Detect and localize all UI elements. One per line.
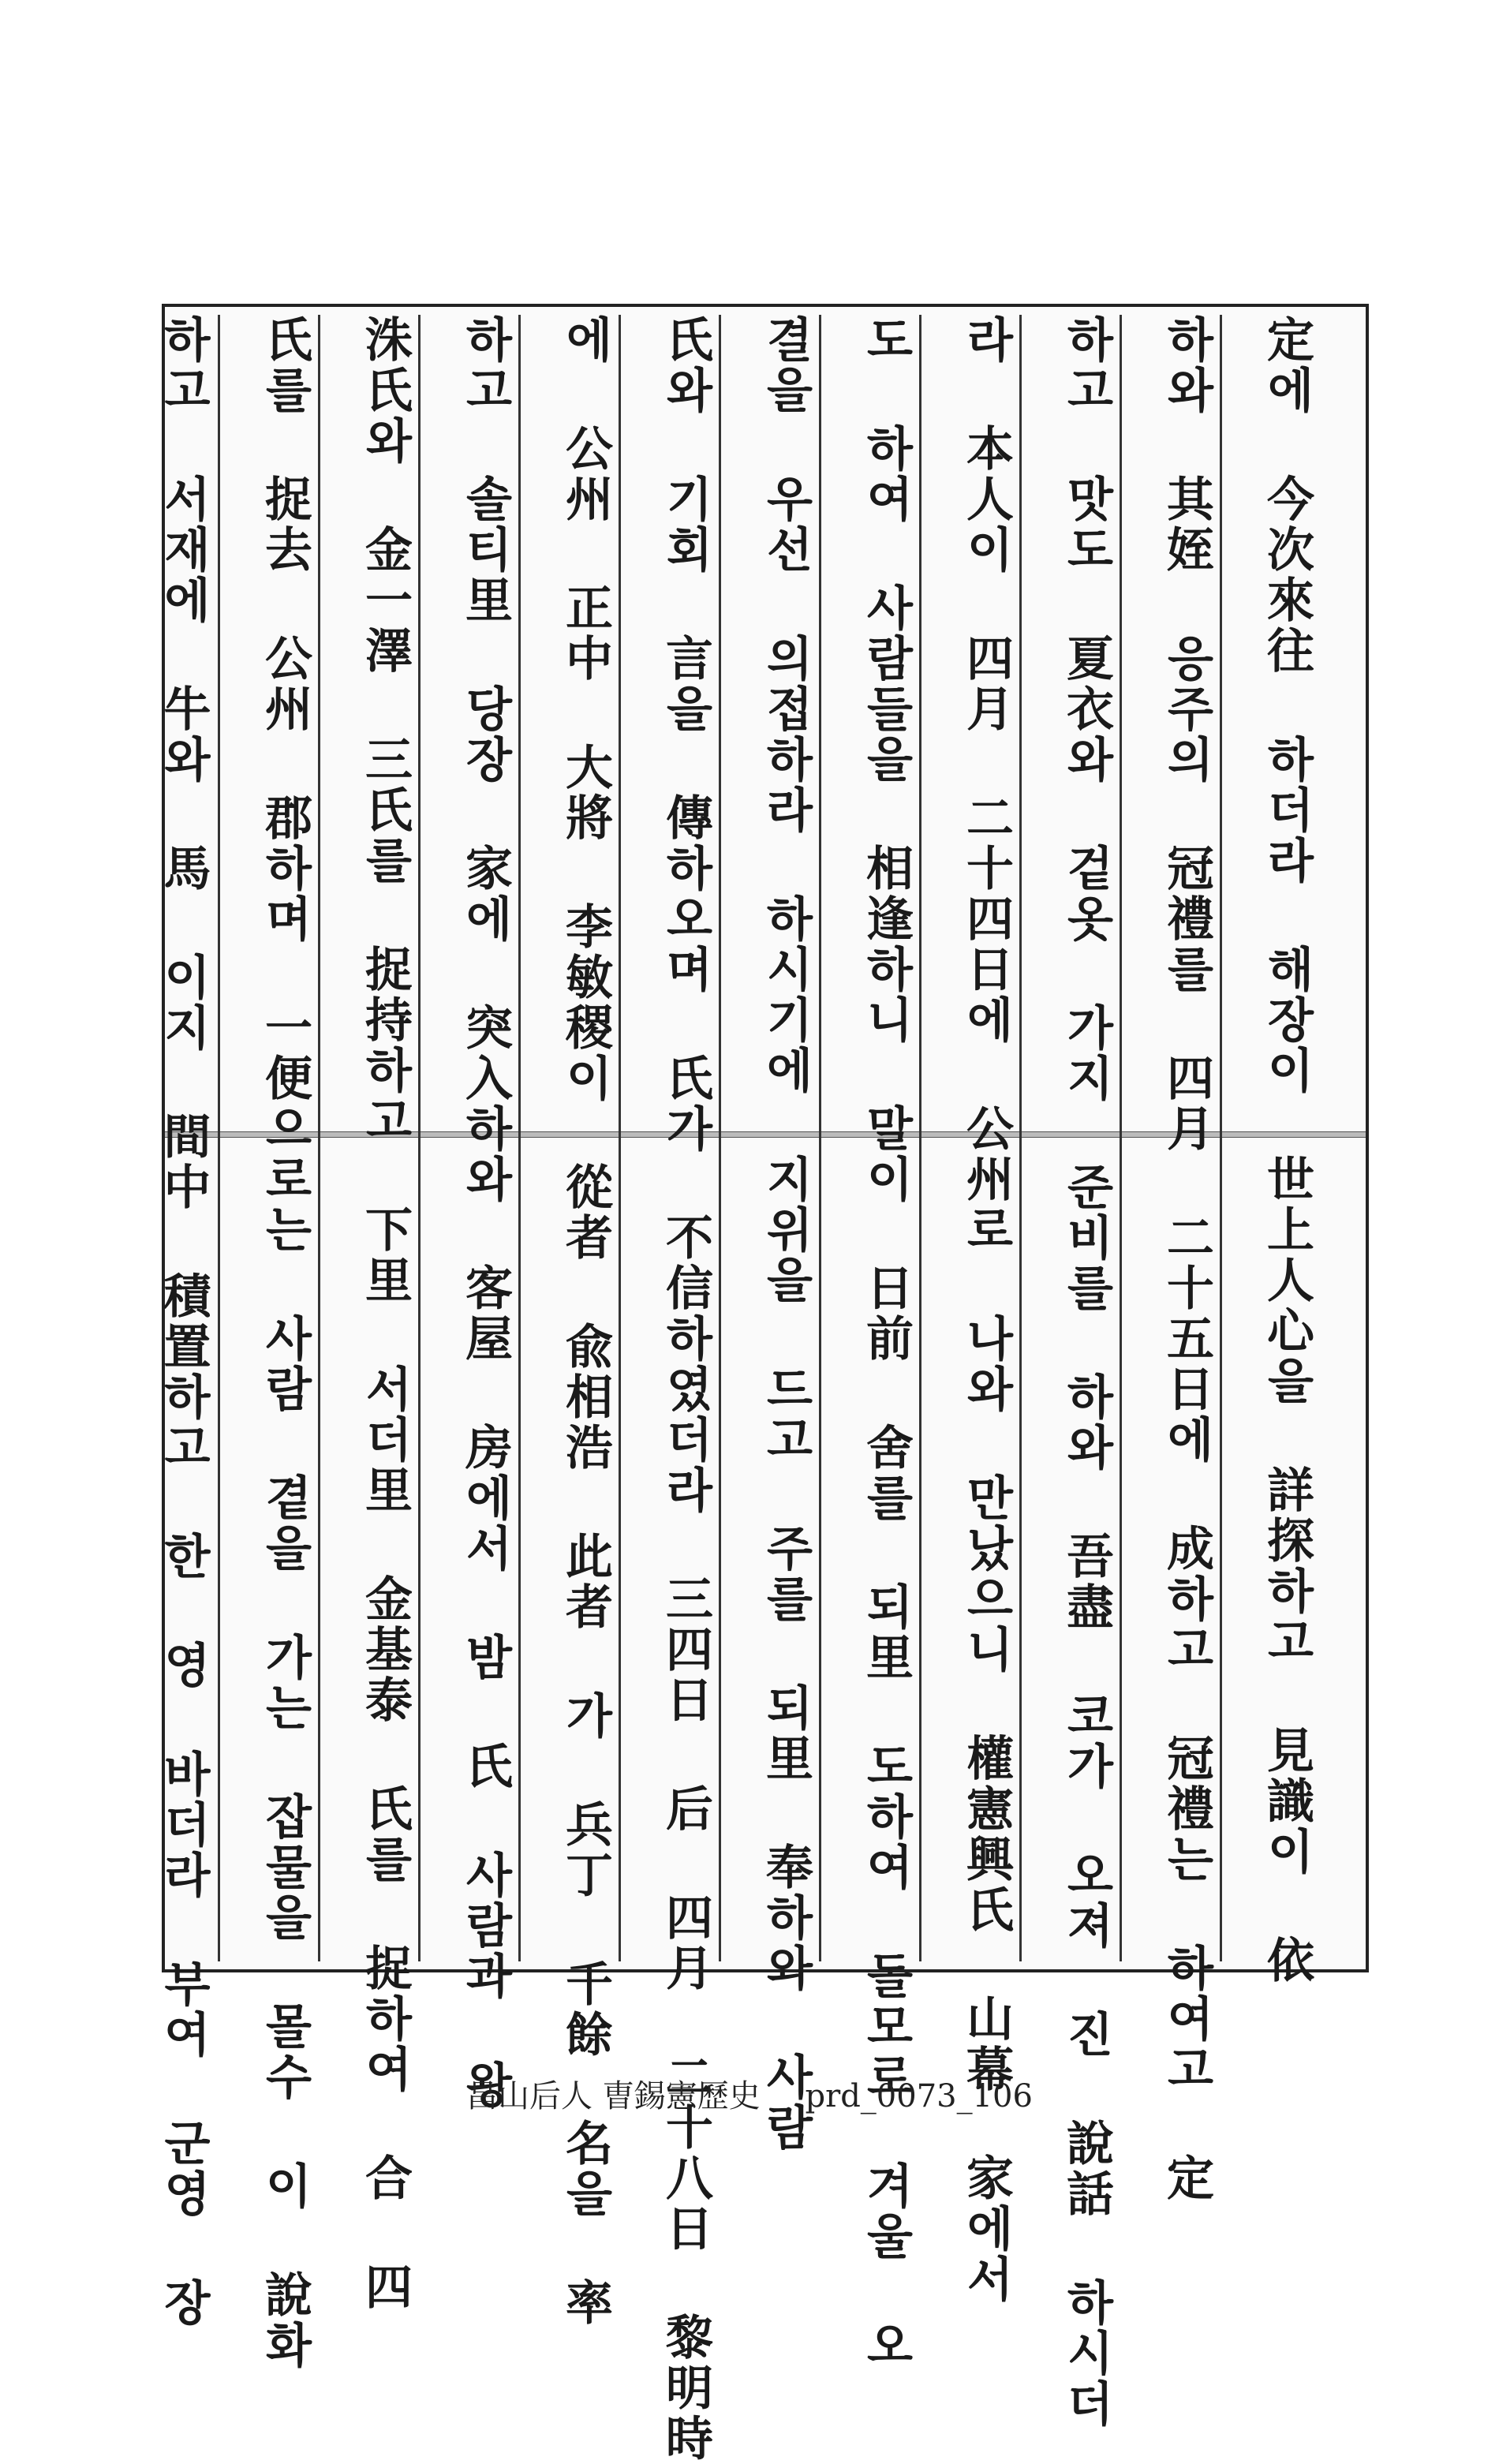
column-text: 결을 우선 의접하라 하시기에 지위을 드고 주를 되里 奉하와 사람 — [758, 315, 813, 2153]
column-text: 하고 서재에 牛와 馬 이지 間中 積置하고 한 영 바더라 부여 군영 장 — [155, 315, 211, 2328]
footer-doc-id: prd_0073_106 — [805, 2078, 1033, 2114]
column-text: 氏를 捉去 公州 郡하며 一便으로는 사람 곁을 가는 잡물을 몰수 이 說화 — [257, 315, 312, 2371]
column-text: 定에 今次來往 하더라 해장이 世上人心을 詳探하고 見識이 依 — [1259, 315, 1314, 1986]
column-text: 하고 맛도 夏衣와 겉옷 가지 준비를 하와 吾盡 코가 오져 진 說話 하시더 — [1059, 315, 1114, 2429]
column-text: 에 公州 正中 大將 李敏稷이 從者 兪相浩 此者 가 兵丁 千餘 名을 率 — [558, 315, 613, 2328]
page-footer — [0, 2071, 1499, 2116]
column-text: 洙氏와 金一澤 三氏를 捉持하고 下里 서더里 金基泰 氏를 捉하여 合 四 — [357, 315, 413, 2313]
column-text: 하고 솔티里 당장 家에 突入하와 客屋 房에서 밤 氏 사람과 왕 — [458, 315, 513, 2111]
footer-author: 昌山后人 曺錫憲歷史 — [466, 2078, 761, 2114]
column-text: 도 하여 사람들을 相逢하니 말이 日前 舍를 되里 도하여 돌모로 겨울 오 — [858, 315, 914, 2371]
column-text: 氏와 기회 言을 傳하오며 氏가 不信하였더라 三四日 后 四月 二十八日 黎明時 — [658, 315, 713, 2464]
column-text: 하와 其姪 응주의 冠禮를 四月 二十五日에 成하고 冠禮는 하여고 定 — [1159, 315, 1214, 2204]
manuscript-column-12 — [118, 315, 249, 2328]
column-text: 라 本人이 四月 二十四日에 公州로 나와 만났으니 權憲興氏 山幕 家에서 — [959, 315, 1014, 2305]
